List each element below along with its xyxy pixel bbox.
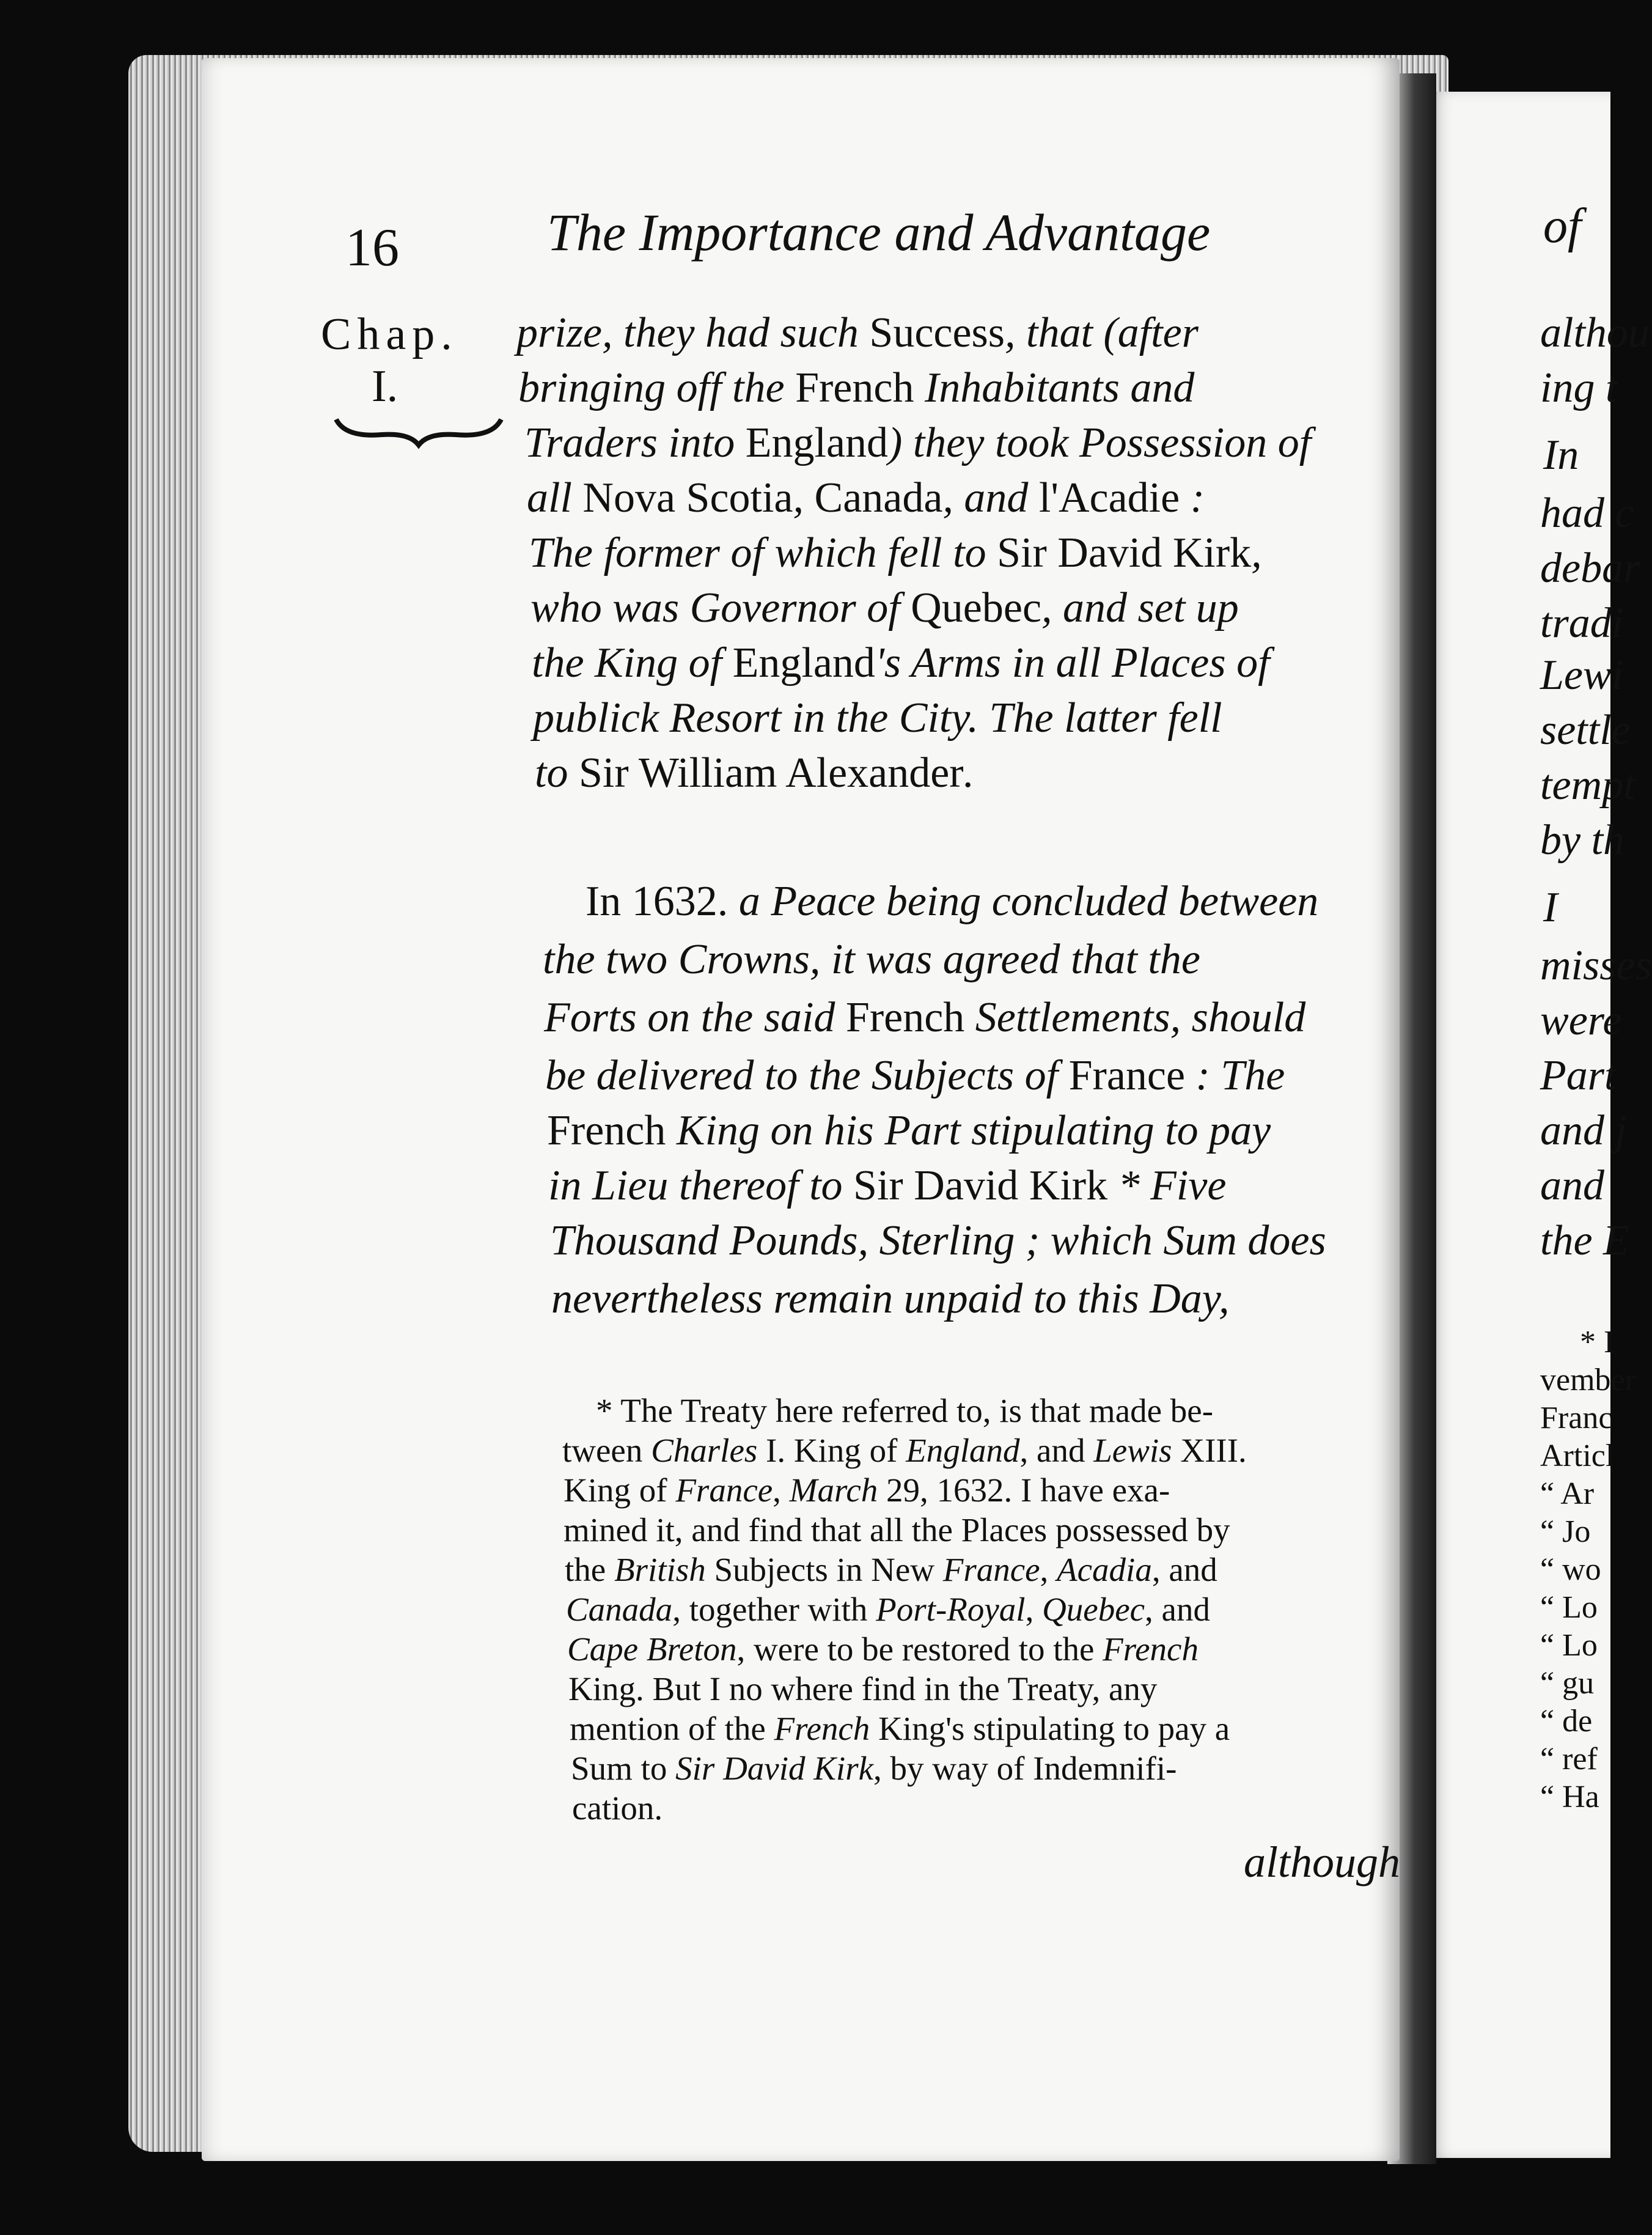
footnote-line: the British Subjects in New France, Acadia, and <box>565 1551 1217 1588</box>
right-page-text-line: settle <box>1540 707 1631 754</box>
footnote-line: tween Charles I. King of England, and Lewis XIII. <box>562 1432 1247 1469</box>
text-line: to Sir William Alexander. <box>535 749 975 797</box>
right-page-footnote-line: “ Ha <box>1540 1780 1599 1814</box>
right-page-text-line: debar <box>1540 545 1640 592</box>
right-page-text-line: tempt <box>1540 762 1635 809</box>
text-line: the King of England's Arms in all Places of <box>532 639 1270 687</box>
text-line: be delivered to the Subjects of France : The <box>545 1052 1285 1099</box>
right-page-text-line: misses <box>1540 942 1652 989</box>
right-page-text-line: althou <box>1540 309 1650 356</box>
right-page-footnote-line: Articl <box>1540 1438 1615 1473</box>
footnote-line: Canada, together with Port-Royal, Quebec, and <box>566 1591 1210 1628</box>
right-page-header-fragment: of <box>1543 199 1582 253</box>
text-line: publick Resort in the City. The latter fell <box>533 694 1222 742</box>
text-line: The former of which fell to Sir David Kirk, <box>529 529 1262 576</box>
text-line: Traders into England) they took Possession of <box>524 419 1312 466</box>
right-page-footnote-line: “ gu <box>1540 1666 1595 1701</box>
footnote-line: cation. <box>572 1789 663 1827</box>
right-page-text-line: had c <box>1540 490 1634 537</box>
text-line: all Nova Scotia, Canada, and l'Acadie : <box>527 474 1205 521</box>
footnote-line: mention of the French King's stipulating to pay a <box>570 1710 1230 1747</box>
text-line: the two Crowns, it was agreed that the <box>543 936 1200 983</box>
text-line: In 1632. a Peace being concluded between <box>586 878 1319 925</box>
right-page-text-line: and j <box>1540 1107 1627 1154</box>
right-page-footnote-line: * I <box>1580 1325 1615 1360</box>
text-line: bringing off the French Inhabitants and <box>518 364 1195 411</box>
catchword: although <box>1244 1838 1401 1887</box>
right-page-text-line: ing t <box>1540 364 1618 411</box>
text-line: Thousand Pounds, Sterling ; which Sum does <box>550 1217 1326 1264</box>
text-line: prize, they had such Success, that (after <box>516 309 1199 356</box>
chapter-side-number: I. <box>372 361 398 411</box>
right-page-footnote-line: “ Lo <box>1540 1628 1598 1663</box>
right-page-text-line: and <box>1540 1162 1604 1209</box>
footnote-line: Sum to Sir David Kirk, by way of Indemnifi- <box>571 1750 1177 1787</box>
right-page-footnote-line: “ ref <box>1540 1742 1598 1777</box>
footnote-line: mined it, and find that all the Places possessed by <box>564 1511 1230 1548</box>
chapter-side-label: Chap. <box>321 309 458 359</box>
right-page-footnote-line: vember <box>1540 1363 1635 1397</box>
running-head: The Importance and Advantage <box>547 203 1211 262</box>
right-page-footnote-line: “ Jo <box>1540 1514 1591 1549</box>
text-line: Forts on the said French Settlements, should <box>544 994 1306 1041</box>
right-page <box>1427 92 1652 2158</box>
right-page-text-line: tradi <box>1540 600 1624 647</box>
right-page-footnote-line: “ Lo <box>1540 1590 1598 1625</box>
right-page-text-line: the E <box>1540 1217 1629 1264</box>
right-page-footnote-line: Franc <box>1540 1401 1613 1435</box>
right-page-footnote-line: “ wo <box>1540 1552 1601 1587</box>
footnote-line: King. But I no where find in the Treaty, any <box>568 1670 1158 1707</box>
right-page-text-line: In <box>1543 432 1579 479</box>
curly-brace-ornament <box>333 413 504 450</box>
page-number: 16 <box>345 218 399 278</box>
text-line: who was Governor of Quebec, and set up <box>530 584 1239 631</box>
right-page-text-line: Part <box>1540 1052 1617 1099</box>
footnote-line: * The Treaty here referred to, is that made be- <box>596 1392 1214 1429</box>
right-page-footnote-line: “ de <box>1540 1704 1593 1739</box>
text-line: French King on his Part stipulating to pay <box>547 1107 1271 1154</box>
footnote-line: King of France, March 29, 1632. I have exa- <box>564 1471 1170 1509</box>
right-page-text-line: Lewi <box>1540 652 1624 699</box>
right-page-text-line: were <box>1540 997 1622 1044</box>
right-page-footnote-line: “ Ar <box>1540 1476 1595 1511</box>
footnote-line: Cape Breton, were to be restored to the French <box>567 1630 1199 1668</box>
right-page-text-line: by th <box>1540 817 1625 864</box>
text-line: in Lieu thereof to Sir David Kirk * Five <box>548 1162 1227 1209</box>
right-page-text-line: I <box>1543 884 1558 931</box>
text-line: nevertheless remain unpaid to this Day, <box>551 1275 1230 1322</box>
